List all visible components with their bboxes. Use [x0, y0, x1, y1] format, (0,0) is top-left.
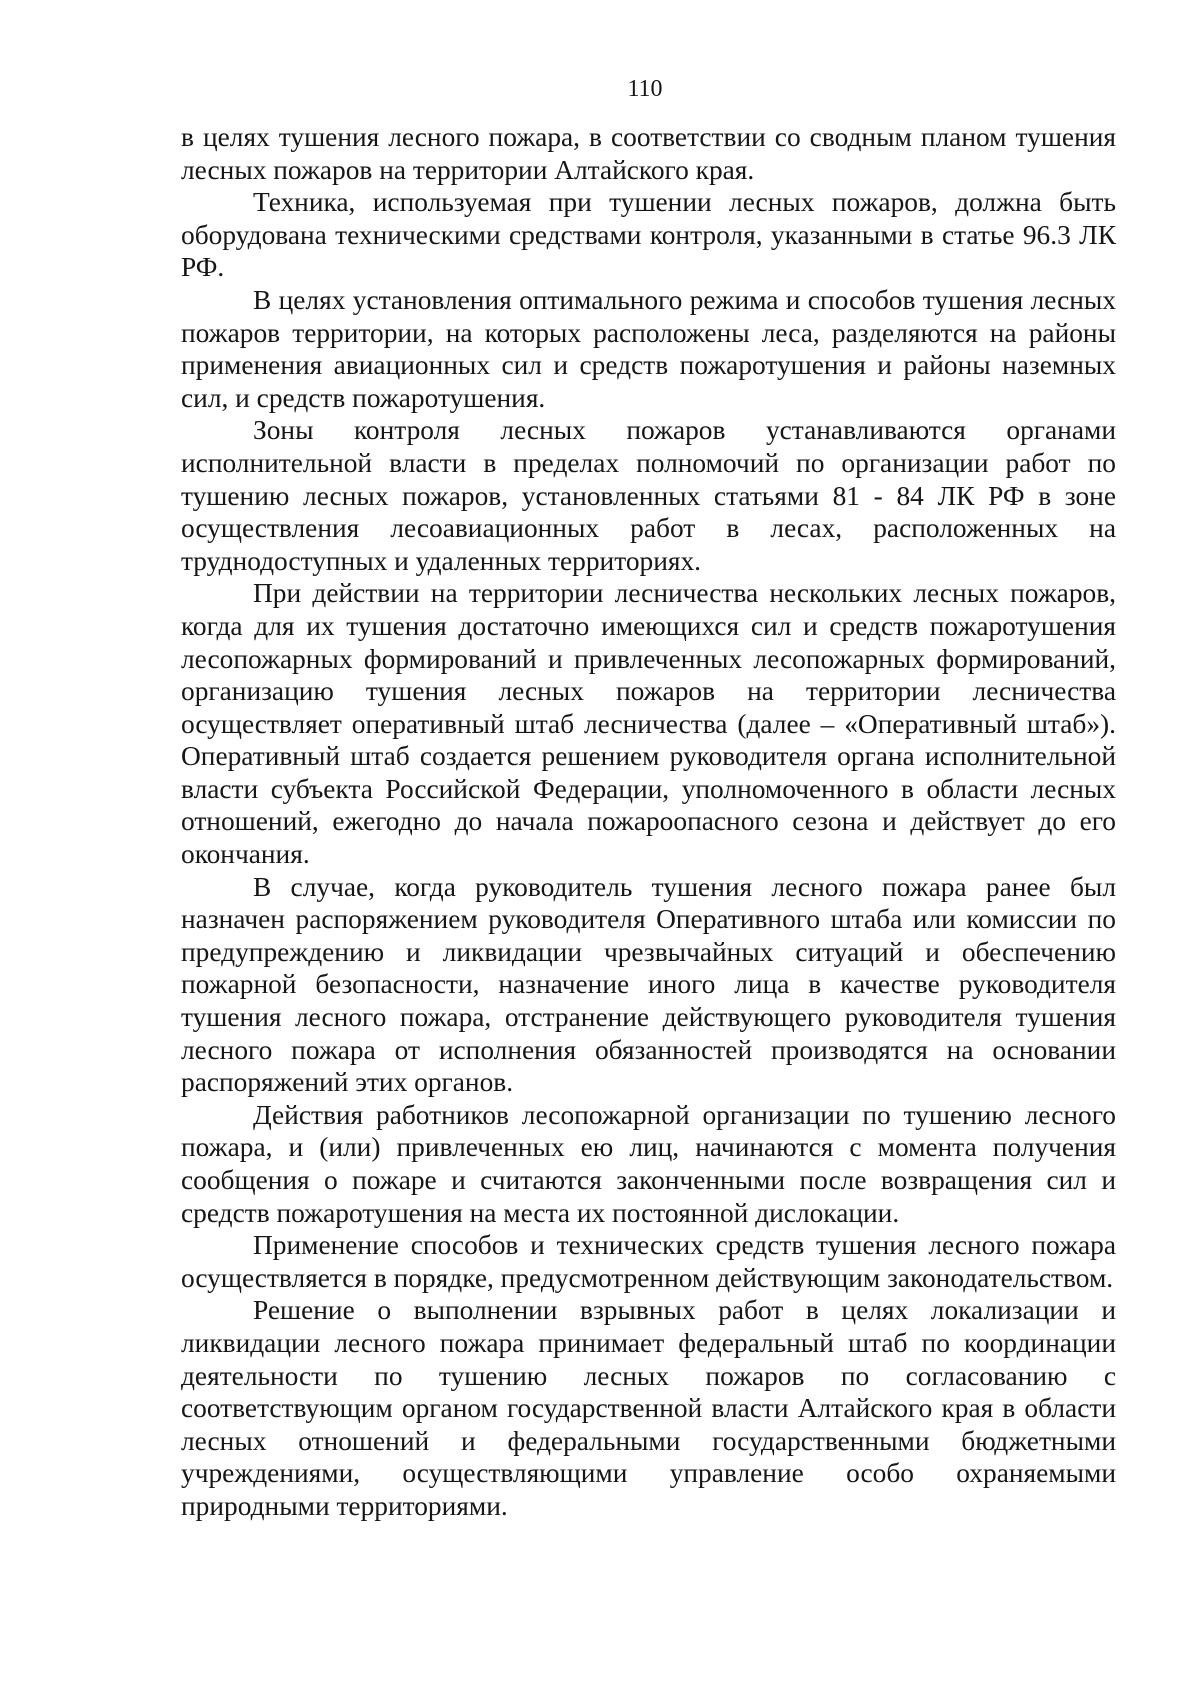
paragraph-4: Зоны контроля лесных пожаров устанавливаются органами исполнительной власти в пределах полномочий по организации работ по тушению лесных пожаров, установленных статьями 81 - 84 ЛК РФ в зоне осуществления лесоавиационных работ в лесах, расположенных на труднодоступных и удаленных территориях. [181, 415, 1116, 576]
document-body [181, 121, 1116, 1523]
paragraph-1: в целях тушения лесного пожара, в соответствии со сводным планом тушения лесных пожаров на территории Алтайского края. [181, 122, 1116, 185]
paragraph-9: Решение о выполнении взрывных работ в целях локализации и ликвидации лесного пожара принимает федеральный штаб по координации деятельности по тушению лесных пожаров по согласованию с соответствующим органом государственной власти Алтайского края в области лесных отношений и федеральными государственными бюджетными учреждениями, осуществляющими управление особо охраняемыми природными территориями. [181, 1295, 1116, 1521]
paragraph-5: При действии на территории лесничества нескольких лесных пожаров, когда для их тушения достаточно имеющихся сил и средств пожаротушения лесопожарных формирований и привлеченных лесопожарных формирований, организацию тушения лесных пожаров на территории лесничества осуществляет оперативный штаб лесничества (далее – «Оперативный штаб»). Оперативный штаб создается решением руководителя органа исполнительной власти субъекта Российской Федерации, уполномоченного в области лесных отношений, ежегодно до начала пожароопасного сезона и действует до его окончания. [181, 578, 1116, 870]
paragraph-3: В целях установления оптимального режима и способов тушения лесных пожаров территории, на которых расположены леса, разделяются на районы применения авиационных сил и средств пожаротушения и районы наземных сил, и средств пожаротушения. [181, 284, 1116, 413]
paragraph-6: В случае, когда руководитель тушения лесного пожара ранее был назначен распоряжением руководителя Оперативного штаба или комиссии по предупреждению и ликвидации чрезвычайных ситуаций и обеспечению пожарной безопасности, назначение иного лица в качестве руководителя тушения лесного пожара, отстранение действующего руководителя тушения лесного пожара от исполнения обязанностей производятся на основании распоряжений этих органов. [181, 871, 1116, 1098]
paragraph-2: Техника, используемая при тушении лесных пожаров, должна быть оборудована техническими средствами контроля, указанными в статье 96.3 ЛК РФ. [181, 187, 1116, 283]
paragraph-8: Применение способов и технических средств тушения лесного пожара осуществляется в порядке, предусмотренном действующим законодательством. [181, 1230, 1116, 1293]
paragraph-7: Действия работников лесопожарной организации по тушению лесного пожара, и (или) привлеченных ею лиц, начинаются с момента получения сообщения о пожаре и считаются законченными после возвращения сил и средств пожаротушения на места их постоянной дислокации. [181, 1099, 1116, 1228]
page-number: 110 [627, 76, 663, 102]
